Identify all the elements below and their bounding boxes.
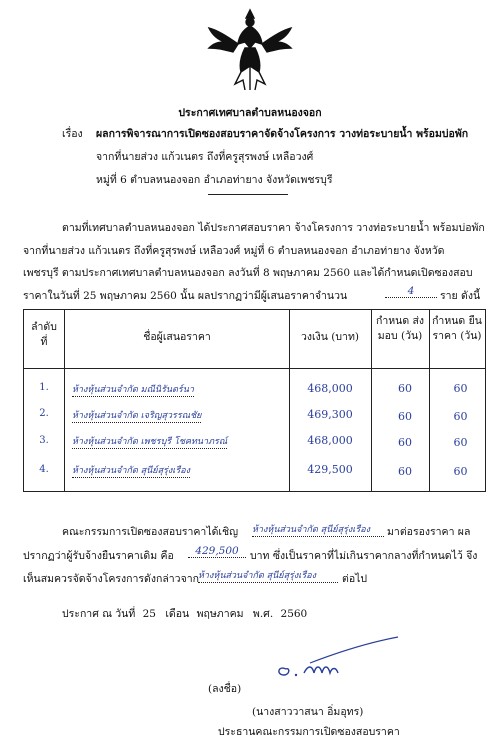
paragraph-line-2: จากที่นายส่วง แก้วเนตร ถึงที่ครูสุรพงษ์ เหลือวงศ์ หมู่ที่ 6 ตำบลหนองจอก อำเภอท่ายาง จังหวัด bbox=[23, 245, 445, 257]
paragraph-line-3: เพชรบุรี ตามประกาศเทศบาลตำบลหนองจอก ลงวันที่ 8 พฤษภาคม 2560 และได้กำหนดเปิดซองสอบ bbox=[23, 267, 473, 279]
date-line bbox=[62, 605, 307, 622]
bid-amount: 468,000 bbox=[307, 382, 353, 395]
signature-label: (ลงชื่อ) bbox=[208, 683, 242, 695]
delivery-days: 60 bbox=[398, 465, 412, 478]
agreed-price: 429,500 bbox=[188, 545, 246, 558]
table-header-divider bbox=[24, 368, 485, 369]
row-number: 3. bbox=[39, 435, 49, 446]
row-number: 2. bbox=[39, 408, 49, 419]
delivery-days: 60 bbox=[398, 382, 412, 395]
table-divider bbox=[371, 310, 372, 491]
bid-amount: 469,300 bbox=[307, 408, 353, 421]
bid-amount: 429,500 bbox=[307, 463, 353, 476]
result-line-1-start: คณะกรรมการเปิดซองสอบราคาได้เชิญ bbox=[62, 526, 239, 538]
result-line-2-start: ปรากฏว่าผู้รับจ้างยืนราคาเดิม คือ bbox=[23, 550, 174, 562]
header-name: ชื่อผู้เสนอราคา bbox=[143, 331, 211, 343]
delivery-days: 60 bbox=[398, 436, 412, 449]
table-divider bbox=[429, 310, 430, 491]
garuda-emblem-icon bbox=[205, 6, 295, 94]
bidder-count: 4 bbox=[385, 285, 437, 298]
signatory-position: ประธานคณะกรรมการเปิดซองสอบราคา bbox=[218, 726, 400, 738]
validity-days: 60 bbox=[453, 382, 468, 395]
bid-table bbox=[23, 309, 486, 492]
bid-amount: 468,000 bbox=[307, 434, 353, 447]
delivery-days: 60 bbox=[398, 410, 412, 423]
bidder-name: ห้างหุ้นส่วนจำกัด เจริญสุวรรณชัย bbox=[72, 408, 201, 423]
subject-line-2: จากที่นายส่วง แก้วเนตร ถึงที่ครูสุรพงษ์ เหลือวงศ์ bbox=[96, 151, 314, 163]
date-prefix: ประกาศ ณ วันที่ bbox=[62, 608, 136, 620]
result-line-3-start: เห็นสมควรจัดจ้างโครงการดังกล่าวจาก bbox=[23, 573, 199, 585]
date-year-label: พ.ศ. bbox=[252, 608, 274, 620]
winning-bidder: ห้างหุ้นส่วนจำกัด สุนีย์สุรุ่งเรือง bbox=[198, 568, 338, 583]
bidder-name: ห้างหุ้นส่วนจำกัด เพชรบุรี โชคทนาภรณ์ bbox=[72, 434, 227, 449]
result-line-3-end: ต่อไป bbox=[342, 573, 368, 585]
header-amount: วงเงิน (บาท) bbox=[301, 331, 359, 343]
validity-days: 60 bbox=[453, 436, 468, 449]
table-divider bbox=[64, 310, 65, 491]
result-line-1-end: มาต่อรองราคา ผล bbox=[387, 526, 471, 538]
result-line-2-end: บาท ซึ่งเป็นราคาที่ไม่เกินราคากลางที่กำหนดไว้ จึง bbox=[250, 550, 478, 562]
subject-line-3: หมู่ที่ 6 ตำบลหนองจอก อำเภอท่ายาง จังหวัดเพชรบุรี bbox=[96, 174, 333, 186]
date-day: 25 bbox=[142, 608, 156, 620]
row-number: 4. bbox=[39, 464, 49, 475]
date-year: 2560 bbox=[280, 608, 308, 620]
row-number: 1. bbox=[39, 382, 49, 393]
header-validity: กำหนด ยืนราคา (วัน) bbox=[432, 315, 482, 342]
validity-days: 60 bbox=[453, 465, 468, 478]
signature-scribble-icon bbox=[246, 635, 406, 683]
paragraph-line-4-start: ราคาในวันที่ 25 พฤษภาคม 2560 นั้น ผลปรากฏว่ามีผู้เสนอราคาจำนวน bbox=[23, 290, 348, 302]
date-month: พฤษภาคม bbox=[196, 608, 244, 620]
validity-days: 60 bbox=[453, 410, 468, 423]
bidder-name: ห้างหุ้นส่วนจำกัด มณีนิรันดร์นา bbox=[72, 382, 194, 397]
subject-line-1: ผลการพิจารณาการเปิดซองสอบราคาจัดจ้างโครงการ วางท่อระบายน้ำ พร้อมบ่อพัก bbox=[96, 128, 469, 140]
paragraph-line-4-end: ราย ดังนี้ bbox=[440, 290, 481, 302]
announcement-title: ประกาศเทศบาลตำบลหนองจอก bbox=[178, 107, 322, 119]
date-month-label: เดือน bbox=[165, 608, 190, 620]
invited-bidder: ห้างหุ้นส่วนจำกัด สุนีย์สุรุ่งเรือง bbox=[252, 522, 384, 537]
signatory-name: (นางสาววาสนา อิ่มอุทร) bbox=[252, 706, 364, 718]
subject-label: เรื่อง bbox=[62, 128, 83, 140]
header-no: ลำดับ ที่ bbox=[31, 321, 57, 348]
bidder-name: ห้างหุ้นส่วนจำกัด สุนีย์สุรุ่งเรือง bbox=[72, 463, 190, 478]
paragraph-line-1: ตามที่เทศบาลตำบลหนองจอก ได้ประกาศสอบราคา จ้างโครงการ วางท่อระบายน้ำ พร้อมบ่อพัก bbox=[62, 222, 485, 234]
header-delivery: กำหนด ส่งมอบ (วัน) bbox=[375, 315, 425, 342]
title-separator bbox=[208, 194, 288, 195]
